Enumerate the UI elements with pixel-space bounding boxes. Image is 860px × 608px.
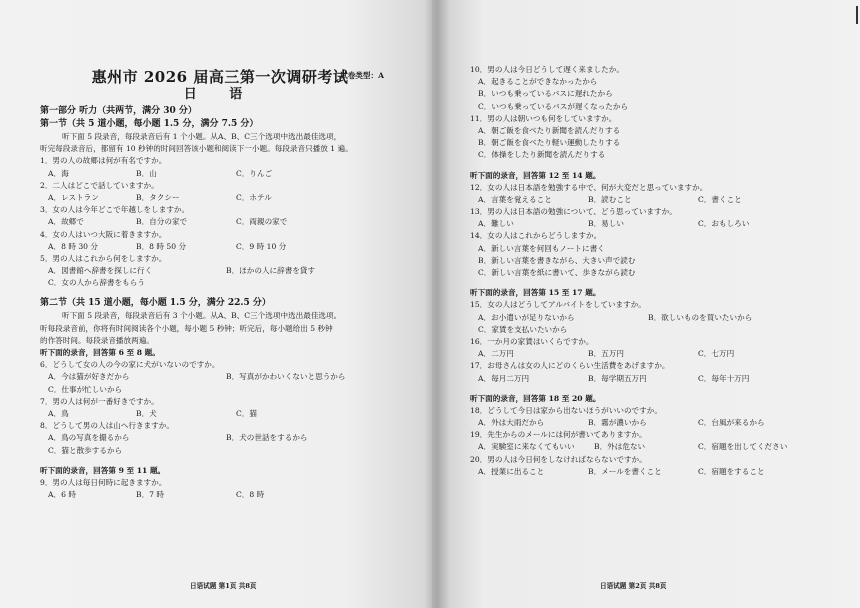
option-a: A．今は猫が好きだから xyxy=(48,372,130,382)
option-b: B．いつも乗っているバスに遅れたから xyxy=(478,89,613,99)
question-8-options-cont xyxy=(40,445,400,457)
question-5: 5．男の人はこれから何をしますか。 xyxy=(40,253,167,263)
group-heading-18-20: 听下面的录音，回答第 18 至 20 题。 xyxy=(470,393,601,403)
option-b: B．8 時 50 分 xyxy=(136,241,187,251)
option-b: B．山 xyxy=(136,168,157,178)
option-b: B．メールを書くこと xyxy=(588,466,662,476)
option-c: C．家賃を支払いたいから xyxy=(478,324,568,334)
question-13: 13．男の人は日本語の勉強について、どう思っていますか。 xyxy=(470,207,677,217)
question-11-option-b xyxy=(470,137,830,149)
option-a: A．故郷で xyxy=(48,217,84,227)
section-2-instructions: 听下面 5 段录音，每段录音后有 3 个小题。从A、B、C三个选项中选出最佳选项。 xyxy=(62,311,342,321)
question-19-options xyxy=(470,441,830,453)
question-16: 16．一か月の家賃はいくらですか。 xyxy=(470,336,594,346)
question-3-options xyxy=(40,216,400,228)
question-17-options xyxy=(470,373,830,385)
question-18: 18．どうして今日は家から出ないほうがいいのですか。 xyxy=(470,405,662,415)
option-c: C．宿題をすること xyxy=(698,466,765,476)
option-a: A．言葉を覚えること xyxy=(478,194,552,204)
option-b: B．写真がかわいくないと思うから xyxy=(226,372,346,382)
question-14: 14．女の人はこれからどうしますか。 xyxy=(470,231,602,241)
page-1-footer: 日语试题 第1页 共8页 xyxy=(190,582,257,590)
option-a: A．難しい xyxy=(478,219,514,229)
scan-edge-mark xyxy=(856,6,858,24)
question-9: 9．男の人は毎日何時に起きますか。 xyxy=(40,477,167,487)
question-2: 2．二人はどこで話していますか。 xyxy=(40,180,159,190)
option-b: B．ほかの人に辞書を貸す xyxy=(226,266,316,276)
option-a: A．鳥の写真を撮るから xyxy=(48,433,130,443)
question-11: 11．男の人は朝いつも何をしていますか。 xyxy=(470,113,617,123)
group-heading-9-11: 听下面的录音，回答第 9 至 11 题。 xyxy=(40,465,166,475)
paper-type-label: 试卷类型：A xyxy=(340,71,384,80)
question-15-options-cont xyxy=(470,324,830,336)
question-7: 7．男の人は何が一番好きですか。 xyxy=(40,396,159,406)
question-2-options xyxy=(40,192,400,204)
question-5-options-cont xyxy=(40,277,400,289)
question-13-options xyxy=(470,218,830,230)
option-c: C．猫と散歩するから xyxy=(48,445,123,455)
option-a: A．毎月二万円 xyxy=(478,373,530,383)
option-c: C．女の人から辞書をもらう xyxy=(48,278,145,288)
option-b: B．犬の世話をするから xyxy=(226,433,308,443)
option-c: C．いつも乗っているバスが遅くなったから xyxy=(478,101,629,111)
option-b: B．自分の家で xyxy=(136,217,188,227)
option-a: A．8 時 30 分 xyxy=(48,241,99,251)
option-c: C．書くこと xyxy=(698,194,742,204)
option-c: C．宿題を出してください xyxy=(698,442,788,452)
option-b: B．外は危ない xyxy=(594,442,646,452)
question-15: 15．女の人はどうしてアルバイトをしていますか。 xyxy=(470,300,646,310)
question-5-options xyxy=(40,265,400,277)
page-1-content xyxy=(40,68,400,501)
section-1-instructions-cont: 听完每段录音后，都留有 10 秒钟的时间回答该小题和阅读下一小题。每段录音只播放 1 遍。 xyxy=(40,144,353,154)
exam-title: 惠州市 2026 届高三第一次调研考试 xyxy=(91,68,349,86)
option-a: A．授業に出ること xyxy=(478,466,545,476)
option-a: A．6 時 xyxy=(48,490,76,500)
section-2-instructions-end: 的作答时间。每段录音播放两遍。 xyxy=(40,335,154,345)
question-4: 4．女の人はいつ大阪に着きますか。 xyxy=(40,229,167,239)
option-b: B．霧が濃いから xyxy=(588,418,647,428)
option-a: A．二万円 xyxy=(478,349,514,359)
page-2-content xyxy=(470,64,830,478)
group-heading-15-17: 听下面的录音，回答第 15 至 17 题。 xyxy=(470,288,601,298)
option-c: C．両親の家で xyxy=(236,217,288,227)
group-heading-12-14: 听下面的录音，回答第 12 至 14 题。 xyxy=(470,170,601,180)
option-b: B．新しい言葉を書きながら、大きい声で読む xyxy=(478,255,636,265)
question-14-option-b xyxy=(470,255,830,267)
option-b: B．タクシー xyxy=(136,192,180,202)
option-a: A．鳥 xyxy=(48,408,69,418)
option-a: A．レストラン xyxy=(48,192,99,202)
question-16-options xyxy=(470,348,830,360)
question-8-options xyxy=(40,432,400,444)
option-c: C．新しい言葉を紙に書いて、歩きながら読む xyxy=(478,268,636,277)
option-b: B．易しい xyxy=(588,219,624,229)
question-1: 1．男の人の故郷は何が有名ですか。 xyxy=(40,156,167,166)
option-a: A．起きることができなかったから xyxy=(478,77,598,87)
option-a: A．朝ご飯を食べたり新聞を読んだりする xyxy=(478,125,621,135)
option-a: A．外は大雨だから xyxy=(478,418,545,428)
question-14-option-c xyxy=(470,267,830,279)
question-12-options xyxy=(470,194,830,206)
option-b: B．朝ご飯を食べたり軽い運動したりする xyxy=(478,138,621,148)
option-a: A．図書館へ辞書を探しに行く xyxy=(48,266,153,276)
option-a: A．実験室に来なくてもいい xyxy=(478,442,575,452)
page-2-footer: 日语试题 第2页 共8页 xyxy=(600,582,667,590)
option-a: A．お小遣いが足りないから xyxy=(478,312,575,322)
question-19: 19．先生からのメールには何が書いてありますか。 xyxy=(470,430,647,440)
question-6: 6．どうして女の人の今の家に犬がいないのですか。 xyxy=(40,360,220,370)
question-11-option-c xyxy=(470,149,830,161)
question-17: 17．お母さんは女の人にどのくらい生活費をあげますか。 xyxy=(470,361,670,371)
question-11-option-a xyxy=(470,125,830,137)
question-14-option-a xyxy=(470,243,830,255)
question-15-options xyxy=(470,312,830,324)
question-9-options xyxy=(40,489,400,501)
section-2-instructions-cont: 听每段录音前，你将有时间阅读各个小题，每小题 5 秒钟；听完后，每小题给出 5 秒钟 xyxy=(40,323,333,333)
exam-page-2 xyxy=(432,0,860,608)
option-b: B．犬 xyxy=(136,408,157,418)
group-heading-6-8: 听下面的录音，回答第 6 至 8 题。 xyxy=(40,348,160,357)
question-6-options-cont xyxy=(40,384,400,396)
option-c: C．仕事が忙しいから xyxy=(48,384,123,394)
exam-subject: 日 语 xyxy=(183,87,257,102)
part-1-heading: 第一部分 听力（共两节，满分 30 分） xyxy=(40,106,197,116)
question-10-option-c xyxy=(470,101,830,113)
option-c: C．おもしろい xyxy=(698,219,750,229)
option-c: C．台風が来るから xyxy=(698,418,765,428)
question-20: 20．男の人は今日何をしなければならないですか。 xyxy=(470,454,647,464)
question-12: 12．女の人は日本語を勉強する中で、何が大変だと思っていますか。 xyxy=(470,182,708,192)
question-18-options xyxy=(470,417,830,429)
question-4-options xyxy=(40,241,400,253)
section-1-instructions: 听下面 5 段录音，每段录音后有 1 个小题。从A、B、C三个选项中选出最佳选项， xyxy=(62,132,342,141)
question-8: 8．どうして男の人は山へ行きますか。 xyxy=(40,421,174,431)
option-c: C．ホテル xyxy=(236,192,272,202)
option-a: A．海 xyxy=(48,168,69,178)
question-10-option-a xyxy=(470,76,830,88)
question-10: 10．男の人は今日どうして遅く来ましたか。 xyxy=(470,65,624,74)
option-c: C．毎年十万円 xyxy=(698,373,750,383)
option-c: C．七万円 xyxy=(698,349,735,359)
question-6-options xyxy=(40,371,400,383)
option-b: B．欲しいものを買いたいから xyxy=(648,312,753,322)
option-b: B．読むこと xyxy=(588,194,632,204)
option-b: B．7 時 xyxy=(136,490,165,500)
option-c: C．体操をしたり新聞を読んだりする xyxy=(478,150,606,160)
option-c: C．りんご xyxy=(236,168,273,178)
option-b: B．毎学期五万円 xyxy=(588,373,647,383)
option-c: C．9 時 10 分 xyxy=(236,241,287,251)
section-2-heading: 第二节（共 15 道小题，每小题 1.5 分，满分 22.5 分） xyxy=(40,298,271,309)
question-3: 3．女の人は今年どこで年越しをしますか。 xyxy=(40,205,190,215)
section-1-heading: 第一节（共 5 道小题，每小题 1.5 分，满分 7.5 分） xyxy=(40,119,259,129)
option-c: C．8 時 xyxy=(236,490,265,500)
option-b: B．五万円 xyxy=(588,349,624,359)
question-1-options xyxy=(40,168,400,180)
question-7-options xyxy=(40,408,400,420)
option-a: A．新しい言葉を何回もノートに書く xyxy=(478,243,605,253)
question-20-options xyxy=(470,466,830,478)
option-c: C．猫 xyxy=(236,408,257,418)
question-10-option-b xyxy=(470,88,830,100)
